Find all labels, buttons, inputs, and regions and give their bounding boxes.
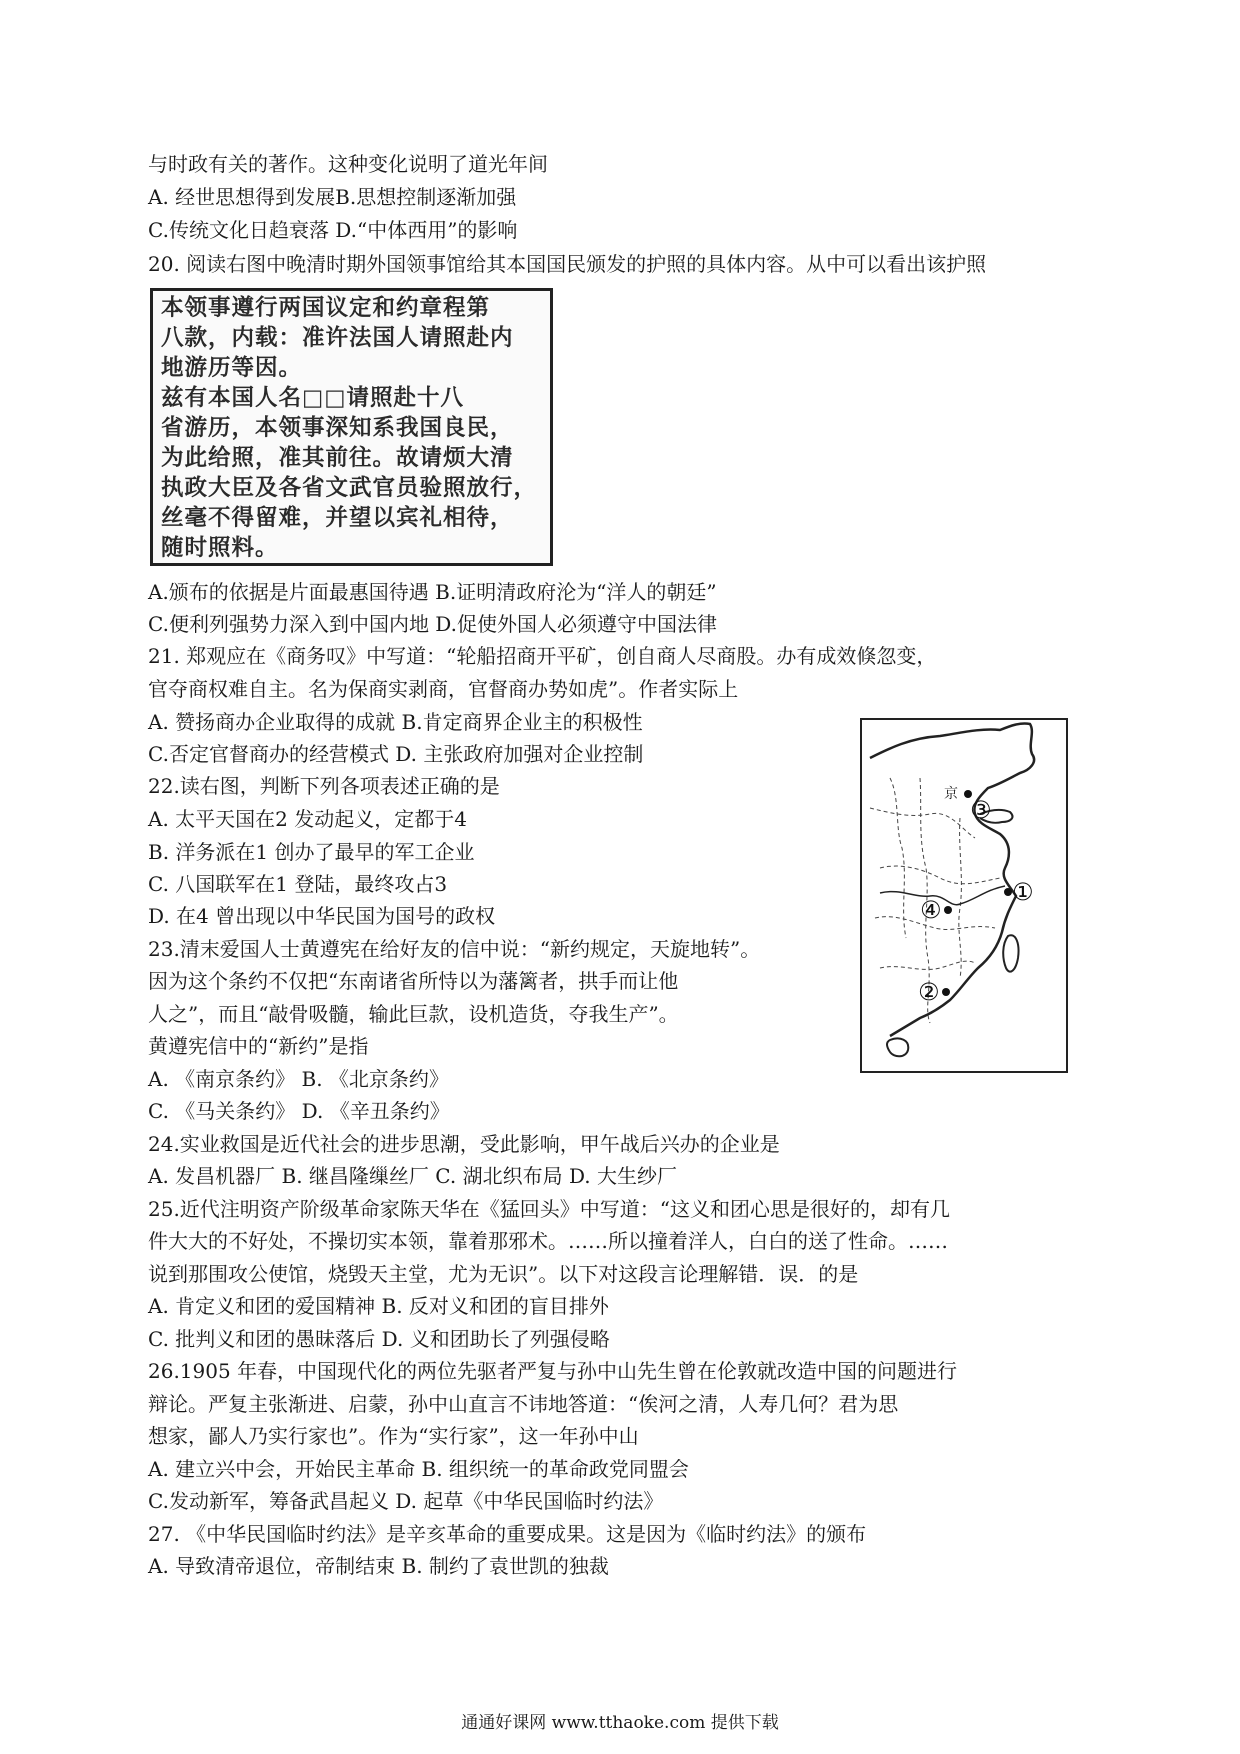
city-label: 京: [944, 786, 958, 802]
q25-options-cd: C. 批判义和团的愚昧落后 D. 义和团助长了列强侵略: [148, 1327, 610, 1351]
marker-4-dot: [944, 906, 952, 914]
q21-stem: 21. 郑观应在《商务叹》中写道：“轮船招商开平矿，创自商人尽商股。办有成效倏忽变，: [148, 644, 937, 668]
q20-stem: 20. 阅读右图中晚清时期外国领事馆给其本国国民颁发的护照的具体内容。从中可以看出该护照: [148, 252, 987, 276]
passport-text-image: [150, 288, 553, 566]
passport-line: 执政大臣及各省文武官员验照放行，: [161, 475, 538, 501]
q23-stem: 黄遵宪信中的“新约”是指: [148, 1034, 369, 1058]
q23-options-ab: A. 《南京条约》 B. 《北京条约》: [148, 1067, 449, 1091]
passport-line: 地游历等因。: [161, 355, 303, 381]
q22-option-b: B. 洋务派在1 创办了最早的军工企业: [148, 840, 475, 864]
marker-3: ③: [970, 796, 992, 824]
q25-options-ab: A. 肯定义和团的爱国精神 B. 反对义和团的盲目排外: [148, 1294, 609, 1318]
q25-stem: 说到那围攻公使馆，烧毁天主堂，尤为无识”。以下对这段言论理解错．误．的是: [148, 1262, 859, 1286]
q22-option-d: D. 在4 曾出现以中华民国为国号的政权: [148, 904, 496, 928]
q19-options-ab: A. 经世思想得到发展B.思想控制逐渐加强: [148, 185, 517, 209]
q20-options-cd: C.便利列强势力深入到中国内地 D.促使外国人必须遵守中国法律: [148, 612, 717, 636]
passport-line: 随时照料。: [161, 535, 279, 561]
passport-line: 八款，内载：准许法国人请照赴内: [161, 325, 514, 351]
q27-options-ab: A. 导致清帝退位，帝制结束 B. 制约了袁世凯的独裁: [148, 1554, 609, 1578]
marker-2: ②: [918, 978, 940, 1006]
q25-stem: 25.近代注明资产阶级革命家陈天华在《猛回头》中写道：“这义和团心思是很好的，却有几: [148, 1197, 951, 1221]
q23-stem: 因为这个条约不仅把“东南诸省所恃以为藩篱者，拱手而让他: [148, 969, 679, 993]
passport-line: 兹有本国人名□□请照赴十八: [161, 385, 465, 411]
q27-stem: 27. 《中华民国临时约法》是辛亥革命的重要成果。这是因为《临时约法》的颁布: [148, 1522, 867, 1546]
q24-stem: 24.实业救国是近代社会的进步思潮，受此影响，甲午战后兴办的企业是: [148, 1132, 780, 1156]
q22-option-a: A. 太平天国在2 发动起义，定都于4: [148, 807, 467, 831]
marker-4: ④: [920, 896, 942, 924]
passport-line: 为此给照，准其前往。故请烦大清: [161, 445, 514, 471]
passport-line: 省游历，本领事深知系我国良民，: [161, 415, 514, 441]
q20-options-ab: A.颁布的依据是片面最惠国待遇 B.证明清政府沦为“洋人的朝廷”: [148, 580, 717, 604]
passport-line: 丝毫不得留难，并望以宾礼相待，: [161, 505, 514, 531]
q22-option-c: C. 八国联军在1 登陆，最终攻占3: [148, 872, 448, 896]
q19-options-cd: C.传统文化日趋衰落 D.“中体西用”的影响: [148, 218, 518, 242]
q26-stem: 辩论。严复主张渐进、启蒙，孙中山直言不讳地答道：“俟河之清，人寿几何？君为思: [148, 1392, 899, 1416]
q25-stem: 件大大的不好处，不操切实本领，靠着那邪术。……所以撞着洋人，白白的送了性命。……: [148, 1229, 948, 1253]
q26-stem: 26.1905 年春，中国现代化的两位先驱者严复与孙中山先生曾在伦敦就改造中国的问题进行: [148, 1359, 958, 1383]
q23-stem: 人之”，而且“敲骨吸髓，输此巨款，设机造货，夺我生产”。: [148, 1002, 679, 1026]
marker-1-dot: [1004, 888, 1012, 896]
q19-stem-tail: 与时政有关的著作。这种变化说明了道光年间: [148, 152, 548, 176]
q23-options-cd: C. 《马关条约》 D. 《辛丑条约》: [148, 1099, 450, 1123]
q21-options-ab: A. 赞扬商办企业取得的成就 B.肯定商界企业主的积极性: [148, 710, 643, 734]
q26-options-ab: A. 建立兴中会，开始民主革命 B. 组织统一的革命政党同盟会: [148, 1457, 689, 1481]
page-footer: 通通好课网 www.tthaoke.com 提供下载: [461, 1713, 779, 1733]
marker-2-dot: [942, 988, 950, 996]
q26-stem: 想家，鄙人乃实行家也”。作为“实行家”，这一年孙中山: [148, 1424, 639, 1448]
q21-stem: 官夺商权难自主。名为保商实剥商，官督商办势如虎”。作者实际上: [148, 677, 739, 701]
q21-options-cd: C.否定官督商办的经营模式 D. 主张政府加强对企业控制: [148, 742, 644, 766]
china-map-figure: [860, 718, 1068, 1073]
q26-options-cd: C.发动新军，筹备武昌起义 D. 起草《中华民国临时约法》: [148, 1489, 664, 1513]
passport-line: 本领事遵行两国议定和约章程第: [161, 295, 491, 321]
q22-stem: 22.读右图，判断下列各项表述正确的是: [148, 774, 500, 798]
q24-options: A. 发昌机器厂 B. 继昌隆缫丝厂 C. 湖北织布局 D. 大生纱厂: [148, 1164, 677, 1188]
q23-stem: 23.清末爱国人士黄遵宪在给好友的信中说：“新约规定，天旋地转”。: [148, 937, 761, 961]
marker-1: ①: [1012, 878, 1034, 906]
